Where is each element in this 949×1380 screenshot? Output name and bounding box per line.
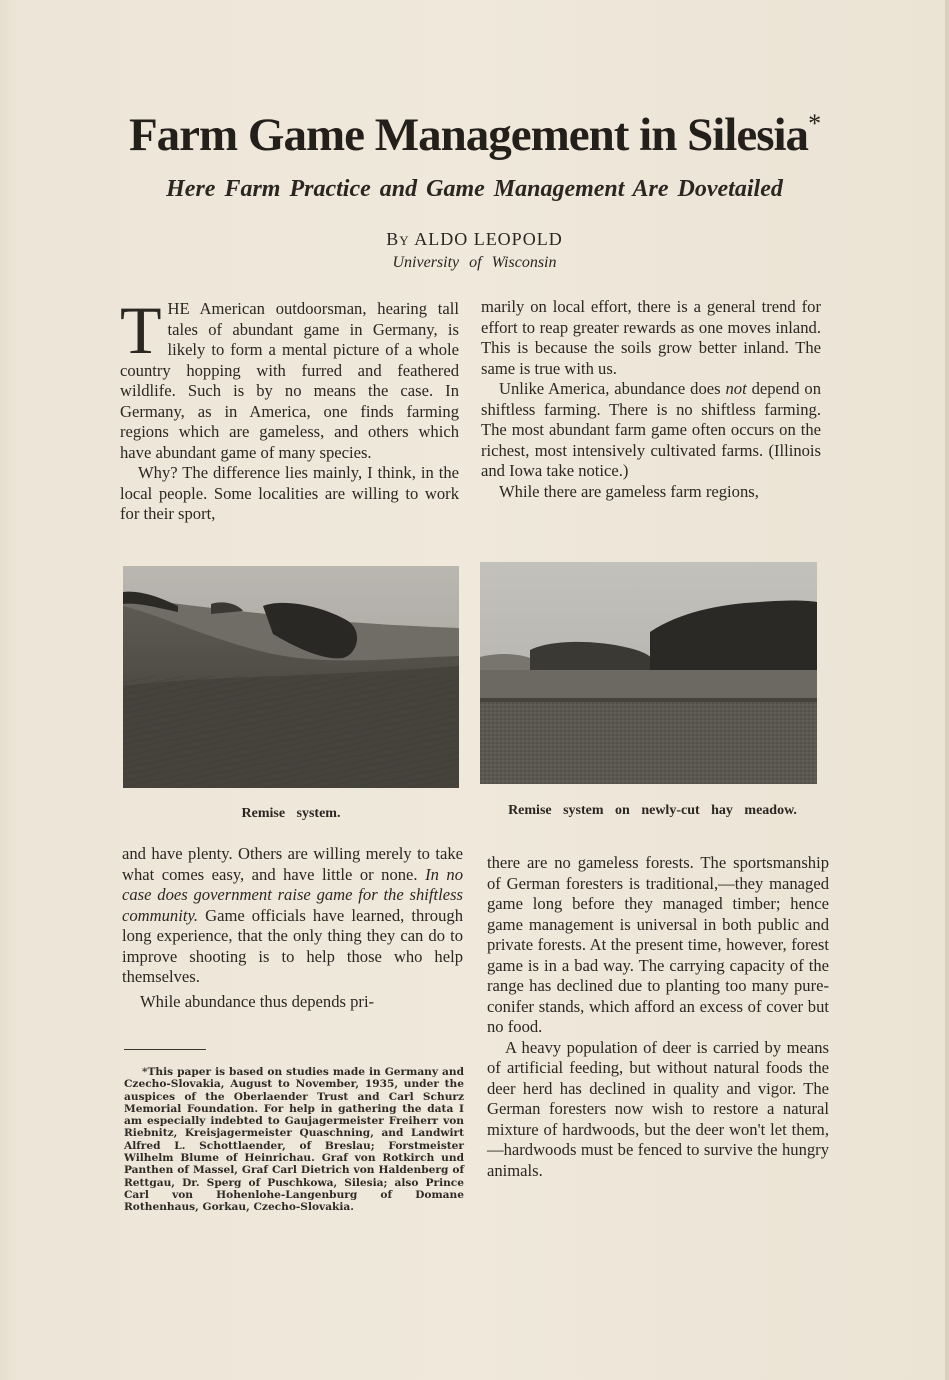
- lead-in: HE: [167, 299, 190, 318]
- paragraph: there are no gameless forests. The sportsmanship of German foresters is traditional,—they managed game long before they managed timber; hence game management is universal in both public and private forests. At the present time, however, forest game is in a bad way. The carrying capacity of the range has declined due to planting too many pure-conifer stands, which afford an excess of cover but no food.: [487, 853, 829, 1036]
- paragraph: While there are gameless farm regions,: [499, 481, 759, 501]
- paragraph: [122, 844, 463, 988]
- column-4: [487, 853, 829, 1181]
- paragraph-text: American outdoorsman, hearing tall tales of abundant game in Germany, is likely to form a mental picture of a whole country hopping with furred and feathered wildlife. Such is by no means the case. In Germany, as in America, one finds farming regions which are gameless, and others which have abundant game of many species.: [120, 299, 459, 462]
- footnote-divider: [124, 1049, 206, 1050]
- emphasis: In no case does government raise game for the shiftless community.: [122, 864, 463, 925]
- footnote: [124, 1066, 464, 1214]
- article-subtitle: Here Farm Practice and Game Management Are Dovetailed: [166, 176, 783, 202]
- photo-remise-hay-meadow: [480, 562, 817, 784]
- title-text: Farm Game Management in Silesia: [128, 109, 809, 161]
- photo-caption: Remise system.: [241, 806, 341, 821]
- photo-remise-system: [123, 566, 459, 788]
- column-2: [481, 297, 821, 502]
- paragraph-text: and have plenty. Others are willing merely to take what comes easy, and have little or none.: [122, 844, 463, 884]
- paragraph-text: depend on shiftless farming. There is no shiftless farming. The most abundant farm game often occurs on the richest, most intensively cultivated farms. (Illinois and Iowa take notice.): [481, 379, 821, 480]
- paragraph: A heavy population of deer is carried by means of artificial feeding, but without natural foods the deer herd has declined in quality and vigor. The German foresters now wish to restore a natural mixture of hardwoods, but the deer won't let them,—hardwoods must be fenced to survive the hungry animals.: [487, 1037, 829, 1180]
- article-title: [0, 108, 949, 162]
- footnote-text: *This paper is based on studies made in Germany and Czecho-Slovakia, August to November, 1935, under the auspices of the Oberlaender Trust and Carl Schurz Memorial Foundation. For help in gathering the data I am especially indebted to Gaujagermeister Freiherr von Riebnitz, Kreisjagermeister Quaschning, and Landwirt Alfred L. Schottlaender, of Breslau; Forstmeister Wilhelm Blume of Heinrichau. Graf von Rotkirch und Panthen of Massel, Graf Carl Dietrich von Haldenberg of Rettgau, Dr. Sperg of Puschkowa, Silesia; also Prince Carl von Hohenlohe-Langenburg of Domane Rothenhaus, Gorkau, Czecho-Slovakia.: [124, 1066, 464, 1214]
- paragraph: marily on local effort, there is a general trend for effort to reap greater rewards as one moves inland. This is because the soils grow better inland. The same is true with us.: [481, 297, 821, 378]
- paragraph: [481, 379, 821, 482]
- paragraph: While abundance thus depends pri-: [140, 991, 375, 1011]
- column-3: [122, 844, 463, 1012]
- title-footnote-mark: *: [808, 109, 821, 138]
- paragraph-text: Game officials have learned, through long experience, that the only thing they can do to improve shooting is to help those who help themselves.: [122, 905, 463, 986]
- paragraph: Why? The difference lies mainly, I think, in the local people. Some localities are willing to work for their sport,: [120, 463, 459, 523]
- author-affiliation: University of Wisconsin: [392, 254, 557, 271]
- paragraph: [120, 292, 459, 463]
- column-1: [120, 292, 459, 525]
- byline: [0, 229, 949, 250]
- author-name: ALDO LEOPOLD: [414, 229, 563, 249]
- photo-caption: Remise system on newly-cut hay meadow.: [508, 803, 797, 818]
- emphasis: not: [725, 379, 747, 398]
- drop-cap: T: [120, 292, 162, 368]
- paragraph-text: Unlike America, abundance does: [499, 379, 726, 398]
- byline-prefix: By: [386, 229, 410, 249]
